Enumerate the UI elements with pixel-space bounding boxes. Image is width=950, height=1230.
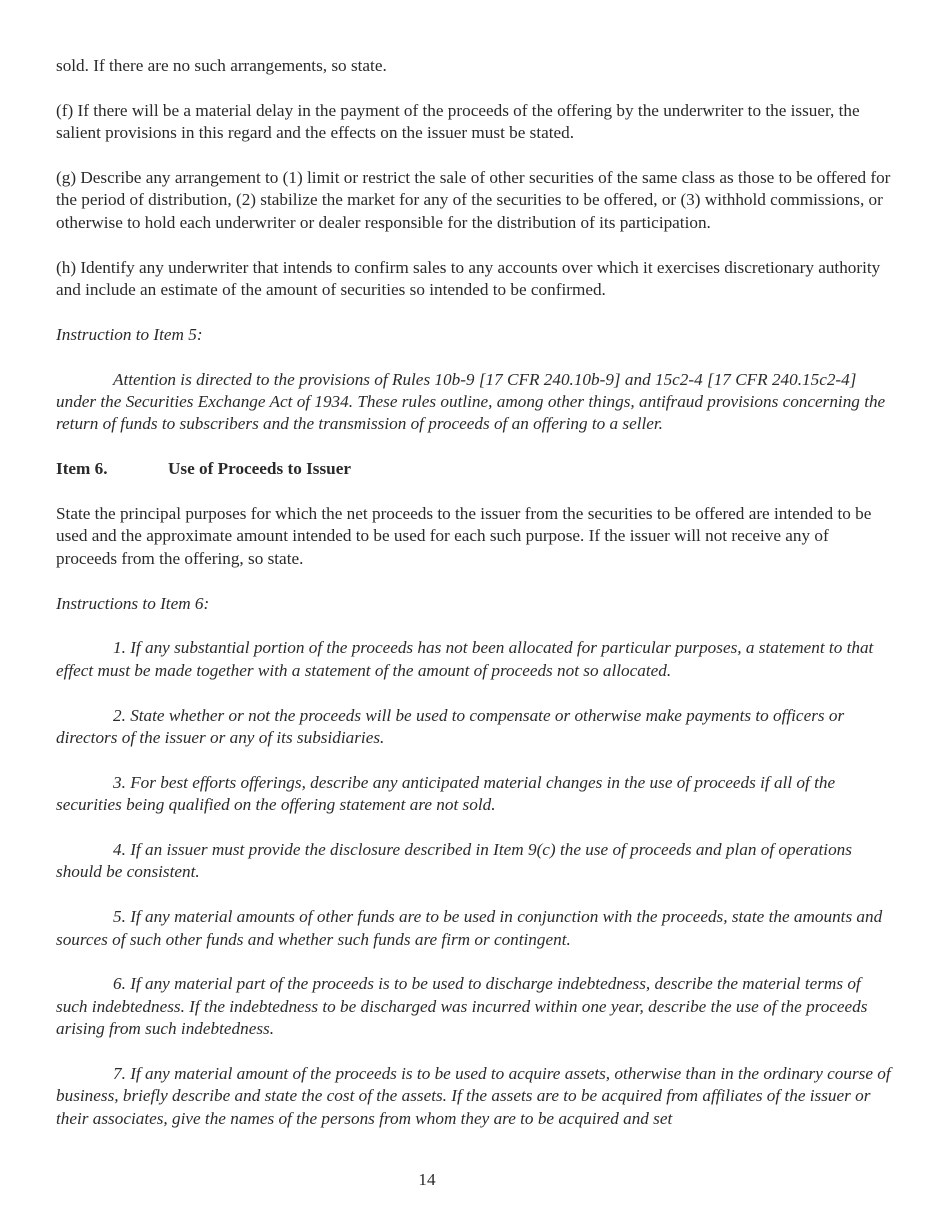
item6-number: Item 6. <box>56 459 108 479</box>
instruction-item5-text: Attention is directed to the provisions of Rules 10b-9 [17 CFR 240.10b-9] and 15c2-4 [17 CFR 240.15c2-4] under the Securities Exchange Act of 1934. These rules outline, among other things, antifraud provisions concerning the return of funds to subscribers and the transmission of proceeds of an offering to a seller. <box>56 369 886 434</box>
instruction-item6-6: 6. If any material part of the proceeds is to be used to discharge indebtedness, describe the material terms of such indebtedness. If the indebtedness to be discharged was incurred within one year, describe the use of the proceeds arising from such indebtedness. <box>56 974 868 1039</box>
item6-heading <box>56 458 894 480</box>
item6-title: Use of Proceeds to Issuer <box>168 459 351 479</box>
instruction-item6-2: 2. State whether or not the proceeds will be used to compensate or otherwise make payments to officers or directors of the issuer or any of its subsidiaries. <box>56 705 845 748</box>
item6-body: State the principal purposes for which the net proceeds to the issuer from the securities to be offered are intended to be used and the approximate amount intended to be used for each such purpose. If the issuer will not receive any of proceeds from the offering, so state. <box>56 504 872 568</box>
instruction-item5-label: Instruction to Item 5: <box>56 324 203 344</box>
paragraph-f: (f) If there will be a material delay in the payment of the proceeds of the offering by the underwriter to the issuer, the salient provisions in this regard and the effects on the issuer must be stated. <box>56 100 860 143</box>
instruction-item6-7: 7. If any material amount of the proceeds is to be used to acquire assets, otherwise than in the ordinary course of business, briefly describe and state the cost of the assets. If the assets are to be acquired from affiliates of the issuer or their associates, give the names of the persons from whom they are to be acquired and set <box>56 1064 891 1128</box>
paragraph-g: (g) Describe any arrangement to (1) limit or restrict the sale of other securities of the same class as those to be offered for the period of distribution, (2) stabilize the market for any of the securities to be offered, or (3) withhold commissions, or otherwise to hold each underwriter or dealer responsible for the distribution of its participation. <box>56 168 891 232</box>
instruction-item6-4: 4. If an issuer must provide the disclosure described in Item 9(c) the use of proceeds and plan of operations should be consistent. <box>56 840 852 882</box>
instruction-item6-5: 5. If any material amounts of other funds are to be used in conjunction with the proceeds, state the amounts and sources of such other funds and whether such funds are firm or contingent. <box>56 907 883 949</box>
paragraph-h: (h) Identify any underwriter that intends to confirm sales to any accounts over which it exercises discretionary authority and include an estimate of the amount of securities so intended to be confirmed. <box>56 257 881 300</box>
document-page <box>56 55 894 1153</box>
paragraph-continued: sold. If there are no such arrangements, so state. <box>56 56 387 75</box>
instructions-item6-label: Instructions to Item 6: <box>56 593 210 613</box>
instruction-item6-1: 1. If any substantial portion of the proceeds has not been allocated for particular purposes, a statement to that effect must be made together with a statement of the amount of proceeds not so allocated. <box>56 638 874 680</box>
page-number: 14 <box>418 1170 436 1189</box>
instruction-item6-3: 3. For best efforts offerings, describe any anticipated material changes in the use of proceeds if all of the securities being qualified on the offering statement are not sold. <box>56 772 836 815</box>
